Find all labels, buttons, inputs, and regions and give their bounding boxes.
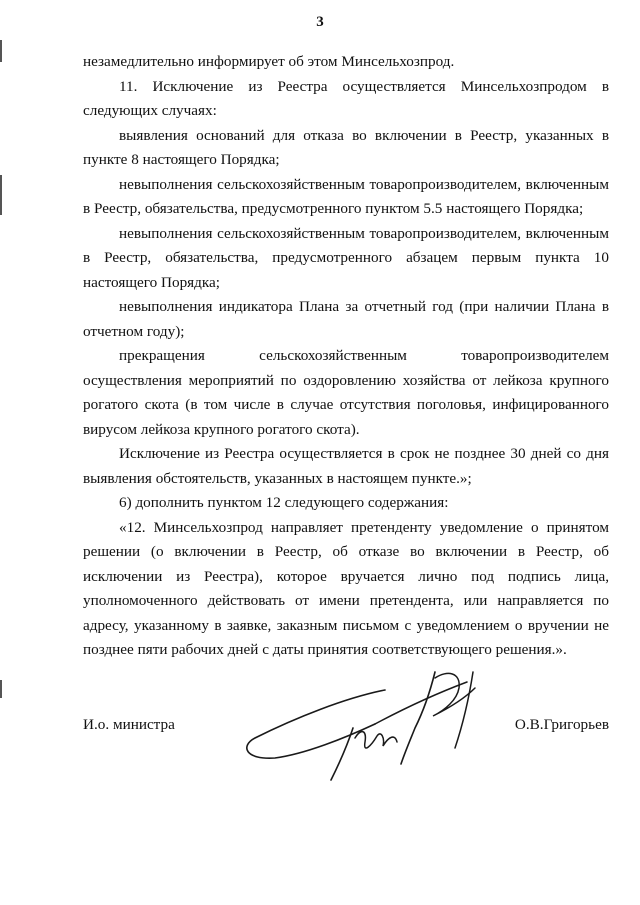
paragraph: невыполнения сельскохозяйственным товаропроизводителем, включенным в Реестр, обязательства, предусмотренного абзацем первым пункта 10 настоящего Порядка;	[83, 224, 609, 291]
signatory-name: О.В.Григорьев	[514, 716, 609, 733]
scan-margin-mark	[0, 175, 2, 215]
paragraph: прекращения сельскохозяйственным товаропроизводителем осуществления мероприятий по оздоровлению хозяйства от лейкоза крупного рогатого скота (в том числе в случае отсутствия поголовья, инфицированного вирусом лейкоза крупного рогатого скота).	[83, 347, 609, 438]
paragraph: выявления оснований для отказа во включении в Реестр, указанных в пункте 8 настоящего Порядка;	[83, 126, 609, 168]
paragraph: невыполнения индикатора Плана за отчетный год (при наличии Плана в отчетном году);	[83, 298, 609, 340]
scan-margin-mark	[0, 40, 2, 62]
paragraph: 6) дополнить пунктом 12 следующего содержания:	[119, 494, 449, 511]
paragraph: «12. Минсельхозпрод направляет претенденту уведомление о принятом решении (о включении в Реестр, об отказе во включении в Реестр, об исключении из Реестра), которое вручается лично под подпись лица, уполномоченного действовать от имени претендента, или направляется по адресу, указанному в заявке, заказным письмом с уведомлением о вручении не позднее пяти рабочих дней с даты принятия соответствующего решения.».	[83, 518, 609, 658]
paragraph: невыполнения сельскохозяйственным товаропроизводителем, включенным в Реестр, обязательства, предусмотренного пунктом 5.5 настоящего Порядка;	[83, 175, 609, 217]
paragraph: незамедлительно информирует об этом Минсельхозпрод.	[83, 53, 455, 70]
paragraph: Исключение из Реестра осуществляется в срок не позднее 30 дней со дня выявления обстоятельств, указанных в настоящем пункте.»;	[83, 445, 609, 487]
document-body	[83, 50, 609, 663]
paragraph: 11. Исключение из Реестра осуществляется Минсельхозпродом в следующих случаях:	[83, 77, 609, 119]
scan-margin-mark	[0, 680, 2, 698]
page-number: 3	[316, 14, 324, 30]
signatory-role: И.о. министра	[83, 716, 175, 733]
handwritten-signature	[235, 668, 515, 788]
signature-block	[83, 700, 609, 820]
